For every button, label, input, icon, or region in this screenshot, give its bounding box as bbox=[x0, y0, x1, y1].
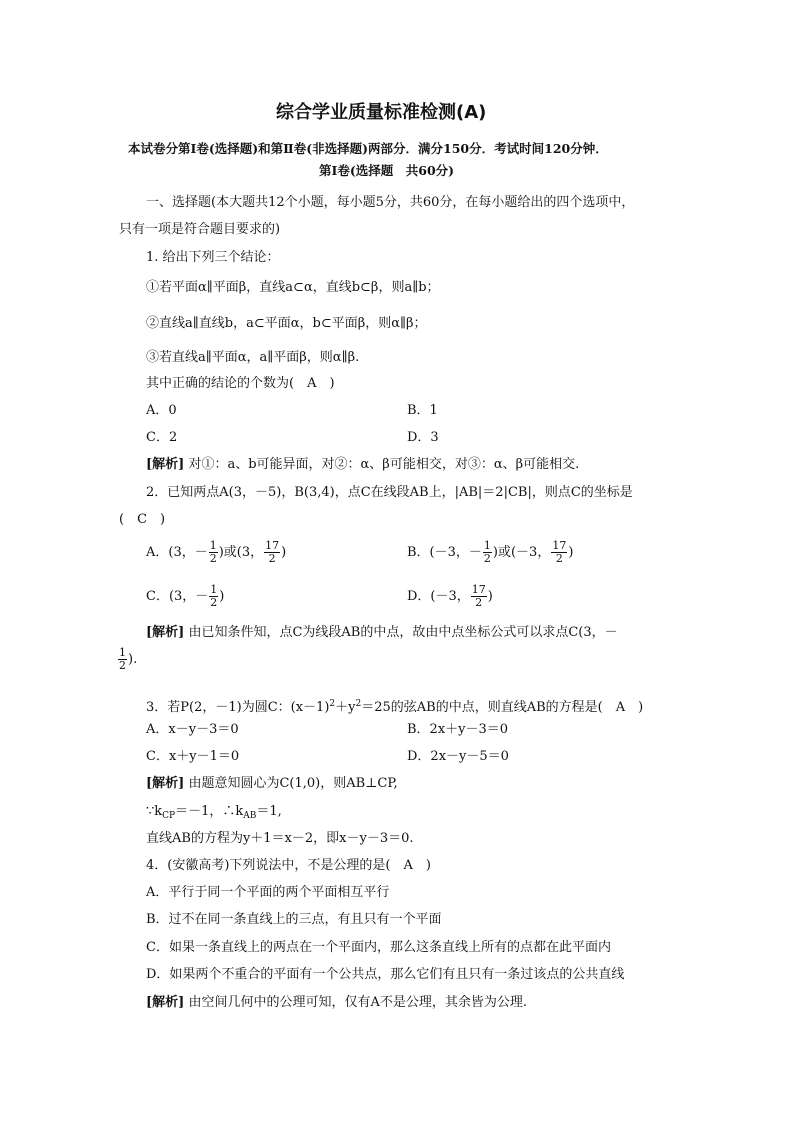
q3-stem: 3．若P(2，－1)为圆C：$(x-1)^2+y^2=25$的弦AB的中点，则直线AB的方程是( A ) bbox=[146, 699, 644, 715]
q1-analysis bbox=[146, 457, 579, 473]
page-title: 综合学业质量标准检测(A) bbox=[276, 102, 487, 123]
q1-statement-2: ②直线a∥直线b，a⊂平面α，b⊂平面β，则α∥β； bbox=[146, 316, 427, 331]
q2-option-a: A．(3，－ $\frac{1}{2}$ )或(3， $\frac{17}{2}$ ) bbox=[146, 539, 287, 565]
q1-analysis-text: 对①：a、b可能异面，对②：α、β可能相交，对③：α、β可能相交. bbox=[188, 457, 580, 472]
q3-option-a: A．x－y－3＝0 bbox=[146, 722, 239, 737]
fraction: $\frac{1}{2}$ bbox=[210, 583, 218, 609]
fraction: $\frac{17}{2}$ bbox=[265, 539, 280, 565]
q2-answer: ( C ) bbox=[119, 512, 166, 527]
q3-option-b: B．2x＋y－3＝0 bbox=[407, 722, 509, 737]
q4-option-a: A．平行于同一个平面的两个平面相互平行 bbox=[146, 885, 390, 900]
fraction: $\frac{1}{2}$ bbox=[209, 539, 217, 565]
section1-line1: 一、选择题(本大题共12个小题，每小题5分，共60分，在每小题给出的四个选项中， bbox=[146, 195, 635, 210]
fraction: $\frac{17}{2}$ bbox=[471, 583, 486, 609]
fraction: $\frac{1}{2}$ bbox=[483, 539, 491, 565]
fraction: $\frac{17}{2}$ bbox=[552, 539, 567, 565]
q4-analysis-text: 由空间几何中的公理可知，仅有A不是公理，其余皆为公理. bbox=[188, 995, 527, 1010]
q2-option-b: B．(－3，－ $\frac{1}{2}$ )或(－3， $\frac{17}{2}$ ) bbox=[407, 539, 574, 565]
q1-option-c: C．2 bbox=[146, 430, 178, 445]
q4-stem: 4．(安徽高考)下列说法中，不是公理的是( A ) bbox=[146, 858, 431, 873]
q3-analysis-text: 由题意知圆心为C(1,0)，则AB⊥CP, bbox=[188, 776, 398, 791]
q1-statement-1: ①若平面α∥平面β，直线a⊂α，直线b⊂β，则a∥b； bbox=[146, 280, 440, 295]
analysis-tag: [解析] bbox=[146, 625, 185, 640]
analysis-tag: [解析] bbox=[146, 776, 185, 791]
q1-stem: 1. 给出下列三个结论： bbox=[146, 250, 280, 265]
q2-option-d: D．(－3， $\frac{17}{2}$ ) bbox=[407, 583, 493, 609]
fraction: $\frac{1}{2}$ bbox=[119, 646, 126, 672]
part1-heading: 第Ⅰ卷(选择题 共60分) bbox=[319, 163, 455, 178]
q1-statement-3: ③若直线a∥平面α，a∥平面β，则α∥β. bbox=[146, 350, 360, 365]
q3-analysis bbox=[146, 776, 398, 792]
q2-option-c: C．(3，－ $\frac{1}{2}$ ) bbox=[146, 583, 225, 609]
q3-option-d: D．2x－y－5＝0 bbox=[407, 749, 509, 764]
q1-option-d: D．3 bbox=[407, 430, 439, 445]
q2-analysis-end: $\frac{1}{2}$ ). bbox=[119, 646, 138, 672]
section1-line2: 只有一项是符合题目要求的) bbox=[119, 222, 281, 237]
analysis-tag: [解析] bbox=[146, 995, 185, 1010]
q3-option-c: C．x＋y－1＝0 bbox=[146, 749, 240, 764]
q2-analysis-text: 由已知条件知，点C为线段AB的中点，故由中点坐标公式可以求点C(3，－ bbox=[188, 625, 618, 640]
q4-analysis bbox=[146, 995, 527, 1011]
q1-ask: 其中正确的结论的个数为( A ) bbox=[146, 376, 335, 391]
analysis-tag: [解析] bbox=[146, 457, 185, 472]
q1-option-a: A．0 bbox=[146, 403, 177, 418]
q4-option-d: D．如果两个不重合的平面有一个公共点，那么它们有且只有一条过该点的公共直线 bbox=[146, 967, 625, 982]
q1-option-b: B．1 bbox=[407, 403, 438, 418]
q4-option-b: B．过不在同一条直线上的三点，有且只有一个平面 bbox=[146, 912, 442, 927]
q3-analysis-slopes: $\because k_{CP}=-1$，$\therefore k_{AB}=1$, bbox=[146, 804, 282, 821]
q2-stem: 2．已知两点A(3，－5)，B(3,4)，点C在线段AB上，|AB|＝2|CB|，则点C的坐标是 bbox=[146, 485, 633, 500]
q3-analysis-line: 直线AB的方程为y＋1＝x－2，即x－y－3＝0. bbox=[146, 831, 414, 846]
exam-intro: 本试卷分第Ⅰ卷(选择题)和第Ⅱ卷(非选择题)两部分．满分150分．考试时间120分钟． bbox=[128, 141, 608, 156]
q4-option-c: C．如果一条直线上的两点在一个平面内，那么这条直线上所有的点都在此平面内 bbox=[146, 940, 611, 955]
q2-analysis bbox=[146, 625, 618, 641]
